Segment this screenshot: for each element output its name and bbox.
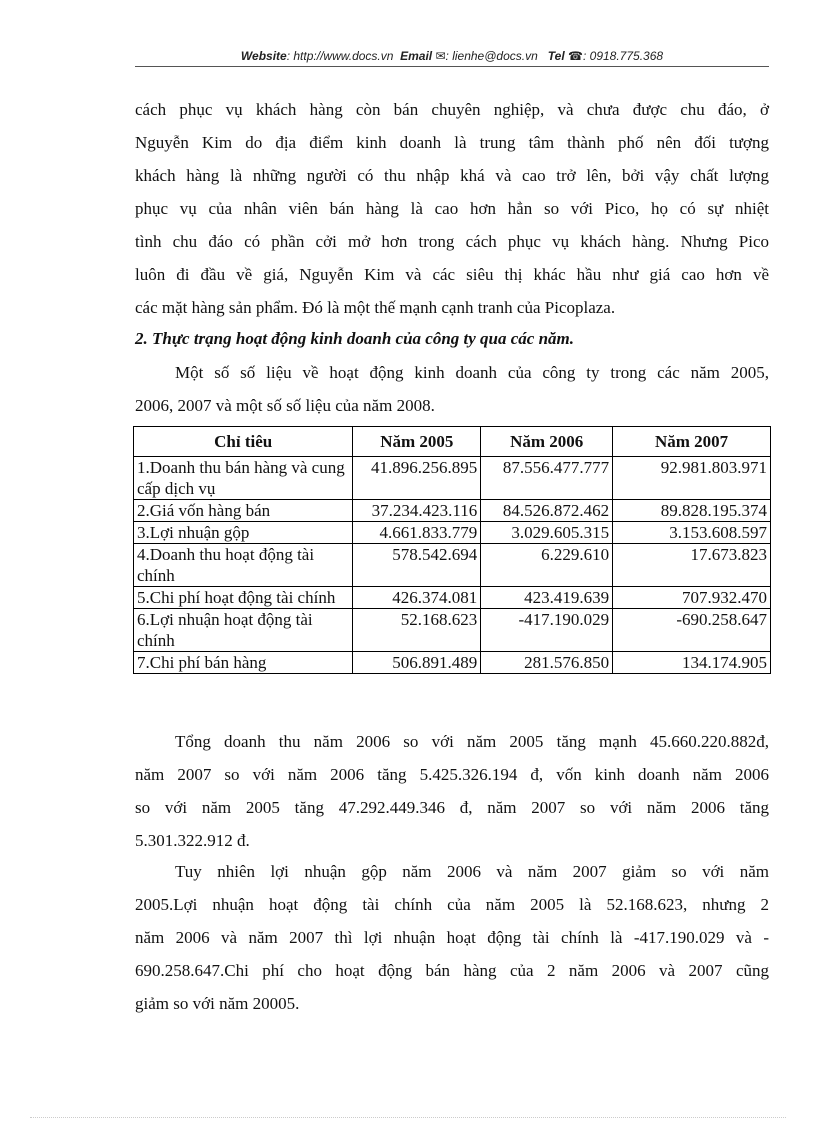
cell-value: 52.168.623 — [353, 609, 481, 652]
column-header: Năm 2006 — [481, 427, 613, 457]
cell-value: 707.932.470 — [613, 587, 771, 609]
paragraph-intro — [135, 356, 769, 422]
tel-value: : 0918.775.368 — [582, 49, 664, 63]
row-label: 1.Doanh thu bán hàng và cung cấp dịch vụ — [134, 457, 353, 500]
text-line: 690.258.647.Chi phí cho hoạt động bán hàng của 2 năm 2006 và 2007 cũng — [135, 961, 769, 980]
cell-value: 41.896.256.895 — [353, 457, 481, 500]
text-line: Tổng doanh thu năm 2006 so với năm 2005 tăng mạnh 45.660.220.882đ, — [175, 732, 769, 751]
row-label: 4.Doanh thu hoạt động tài chính — [134, 544, 353, 587]
cell-value: 6.229.610 — [481, 544, 613, 587]
footer-divider — [30, 1117, 786, 1118]
row-label: 7.Chi phí bán hàng — [134, 652, 353, 674]
column-header: Năm 2007 — [613, 427, 771, 457]
text-line: phục vụ của nhân viên bán hàng là cao hơn hẳn so với Pico, họ có sự nhiệt — [135, 199, 769, 218]
row-label: 5.Chi phí hoạt động tài chính — [134, 587, 353, 609]
table-row — [134, 522, 771, 544]
email-icon: ✉ — [435, 49, 446, 63]
text-line: giảm so với năm 20005. — [135, 994, 300, 1013]
cell-value: 426.374.081 — [353, 587, 481, 609]
phone-icon: ☎ — [568, 49, 583, 63]
paragraph-revenue — [135, 725, 769, 857]
row-label: 2.Giá vốn hàng bán — [134, 500, 353, 522]
cell-value: 84.526.872.462 — [481, 500, 613, 522]
page-header — [135, 46, 769, 66]
email-value: : lienhe@docs.vn — [445, 49, 538, 63]
email-label: Email — [400, 49, 433, 63]
paragraph-profit — [135, 855, 769, 1020]
cell-value: 89.828.195.374 — [613, 500, 771, 522]
text-line: năm 2007 so với năm 2006 tăng 5.425.326.194 đ, vốn kinh doanh năm 2006 — [135, 765, 769, 784]
text-line: 5.301.322.912 đ. — [135, 831, 250, 850]
cell-value: 4.661.833.779 — [353, 522, 481, 544]
text-line: khách hàng là những người có thu nhập khá và cao trở lên, bởi vậy chất lượng — [135, 166, 769, 185]
financial-table — [133, 426, 771, 674]
text-line: tình chu đáo có phần cởi mở hơn trong cách phục vụ khách hàng. Nhưng Pico — [135, 232, 769, 251]
website-label: Website — [240, 49, 287, 63]
table-row — [134, 609, 771, 652]
cell-value: 578.542.694 — [353, 544, 481, 587]
cell-value: 134.174.905 — [613, 652, 771, 674]
tel-label: Tel — [547, 49, 565, 63]
column-header: Năm 2005 — [353, 427, 481, 457]
cell-value: -417.190.029 — [481, 609, 613, 652]
cell-value: 17.673.823 — [613, 544, 771, 587]
header-divider — [135, 66, 769, 67]
text-line: luôn đi đầu về giá, Nguyễn Kim và các siêu thị khác hầu như giá cao hơn về — [135, 265, 769, 284]
cell-value: 37.234.423.116 — [353, 500, 481, 522]
text-line: Một số số liệu về hoạt động kinh doanh của công ty trong các năm 2005, — [175, 363, 769, 382]
cell-value: 87.556.477.777 — [481, 457, 613, 500]
row-label: 3.Lợi nhuận gộp — [134, 522, 353, 544]
paragraph-competition — [135, 93, 769, 324]
cell-value: 506.891.489 — [353, 652, 481, 674]
table-header-row — [134, 427, 771, 457]
cell-value: 3.153.608.597 — [613, 522, 771, 544]
text-line: 2006, 2007 và một số số liệu của năm 2008. — [135, 396, 435, 415]
table-row — [134, 457, 771, 500]
website-value: : http://www.docs.vn — [286, 49, 394, 63]
column-header: Chỉ tiêu — [134, 427, 353, 457]
text-line: so với năm 2005 tăng 47.292.449.346 đ, năm 2007 so với năm 2006 tăng — [135, 798, 769, 817]
text-line: Tuy nhiên lợi nhuận gộp năm 2006 và năm 2007 giảm so với năm — [175, 862, 769, 881]
text-line: năm 2006 và năm 2007 thì lợi nhuận hoạt động tài chính là -417.190.029 và - — [135, 928, 769, 947]
text-line: 2005.Lợi nhuận hoạt động tài chính của năm 2005 là 52.168.623, nhưng 2 — [135, 895, 769, 914]
cell-value: 92.981.803.971 — [613, 457, 771, 500]
table-row — [134, 652, 771, 674]
text-line: cách phục vụ khách hàng còn bán chuyên nghiệp, và chưa được chu đáo, ở — [135, 100, 769, 119]
section-heading: 2. Thực trạng hoạt động kinh doanh của công ty qua các năm. — [135, 329, 575, 348]
text-line: các mặt hàng sản phẩm. Đó là một thế mạnh cạnh tranh của Picoplaza. — [135, 298, 616, 317]
cell-value: 423.419.639 — [481, 587, 613, 609]
cell-value: 3.029.605.315 — [481, 522, 613, 544]
text-line: Nguyễn Kim do địa điểm kinh doanh là trung tâm thành phố nên đối tượng — [135, 133, 769, 152]
table-row — [134, 544, 771, 587]
cell-value: 281.576.850 — [481, 652, 613, 674]
table-row — [134, 587, 771, 609]
cell-value: -690.258.647 — [613, 609, 771, 652]
table-row — [134, 500, 771, 522]
row-label: 6.Lợi nhuận hoạt động tài chính — [134, 609, 353, 652]
